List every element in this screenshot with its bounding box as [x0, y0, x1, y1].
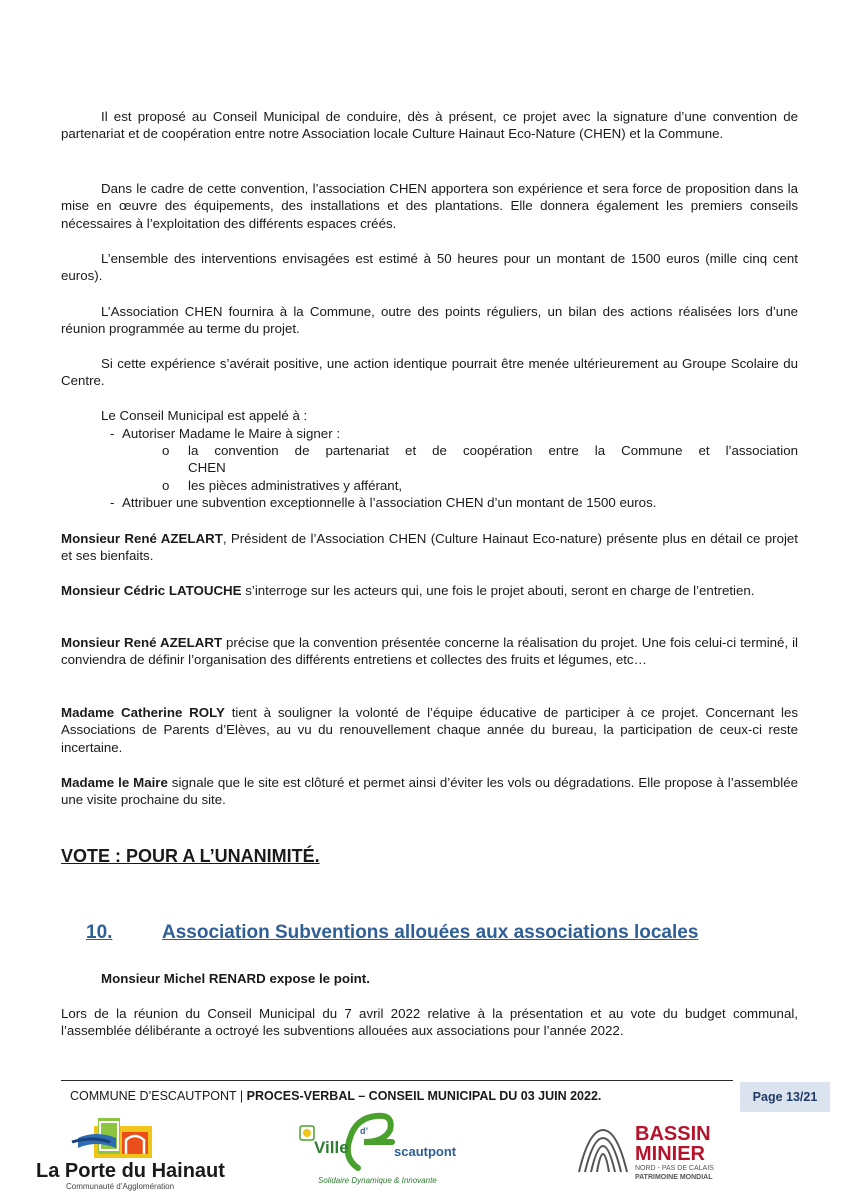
intervention-roly — [61, 704, 798, 756]
speaker-name: Madame Catherine ROLY — [61, 705, 225, 720]
section-presenter: Monsieur Michel RENARD expose le point. — [101, 971, 370, 986]
ville-text: Ville — [314, 1138, 349, 1157]
bassin-minier-emblem-icon — [575, 1122, 631, 1178]
patrimoine-mondial-text: PATRIMOINE MONDIAL — [635, 1174, 713, 1181]
footer-divider — [61, 1080, 733, 1081]
intervention-text: signale que le site est clôturé et permet ainsi d’éviter les vols ou dégradations. Elle propose à l’assemblée une visite prochaine du site. — [61, 775, 798, 808]
paragraph-experience: Si cette expérience s’avérait positive, une action identique pourrait être menée ultérieurement au Groupe Scolaire du Centre. — [61, 356, 798, 389]
intervention-latouche — [61, 582, 798, 599]
bassin-minier-logo — [575, 1122, 715, 1186]
paragraph-chen-role: Dans le cadre de cette convention, l’association CHEN apportera son expérience et sera force de proposition dans la mise en œuvre des équipements, des installations et des plantations. Elle donnera également les premiers conseils nécessaires à l’exploitation des différents espaces créés. — [61, 181, 798, 231]
porte-du-hainaut-subtitle: Communauté d’Agglomération — [66, 1182, 175, 1191]
speaker-name: Madame le Maire — [61, 775, 168, 790]
intervention-text: s’interroge sur les acteurs qui, une fois le projet abouti, seront en charge de l’entretien. — [241, 583, 755, 598]
speaker-name: Monsieur René AZELART — [61, 635, 223, 650]
section-number: 10. — [86, 922, 113, 943]
footer-title: PROCES-VERBAL – CONSEIL MUNICIPAL DU 03 JUIN 2022. — [246, 1089, 602, 1103]
bassin-text: BASSIN — [635, 1123, 711, 1145]
paragraph-convention: Il est proposé au Conseil Municipal de conduire, dès à présent, ce projet avec la signature d’une convention de partenariat et de coopération entre notre Association locale Culture Hainaut Eco-Nature (CHEN) et la Commune. — [61, 109, 798, 142]
porte-du-hainaut-logo — [36, 1112, 225, 1192]
list-dash: - — [110, 495, 115, 510]
footer-line — [70, 1089, 601, 1103]
paragraph-report: L’Association CHEN fournira à la Commune, outre des points réguliers, un bilan des actions réalisées lors d’une réunion programmée au terme du projet. — [61, 304, 798, 337]
speaker-name: Monsieur René AZELART — [61, 531, 223, 546]
intervention-azelart-2 — [61, 634, 798, 669]
ville-d-text: d’ — [360, 1126, 368, 1136]
footer-commune: COMMUNE D’ESCAUTPONT — [70, 1089, 237, 1103]
list-sub-convention-cont: CHEN — [188, 460, 226, 475]
ville-escautpont-logo — [298, 1112, 457, 1192]
ville-tagline: Solidaire Dynamique & Innovante — [318, 1176, 437, 1185]
list-bullet: o — [162, 478, 170, 493]
paragraph-estimate: L’ensemble des interventions envisagées est estimé à 50 heures pour un montant de 1500 euros (mille cinq cent euros). — [61, 251, 798, 284]
speaker-name: Monsieur Cédric LATOUCHE — [61, 583, 242, 598]
escautpont-text: scautpont — [394, 1144, 457, 1159]
intervention-azelart-1 — [61, 530, 798, 565]
page-number-badge: Page 13/21 — [740, 1082, 830, 1112]
porte-du-hainaut-emblem-icon — [36, 1112, 211, 1164]
section-title: Association Subventions allouées aux associations locales — [162, 922, 699, 943]
minier-text: MINIER — [635, 1143, 705, 1165]
list-item-subsidy: Attribuer une subvention exceptionnelle à l’association CHEN d’un montant de 1500 euros. — [122, 495, 657, 510]
vote-result: VOTE : POUR A L’UNANIMITÉ. — [61, 846, 320, 866]
nord-pas-de-calais-text: NORD - PAS DE CALAIS — [635, 1165, 714, 1172]
list-intro: Le Conseil Municipal est appelé à : — [101, 408, 308, 423]
list-dash: - — [110, 426, 115, 441]
porte-du-hainaut-name: La Porte du Hainaut — [36, 1160, 225, 1182]
list-item-authorise: Autoriser Madame le Maire à signer : — [122, 426, 341, 441]
intervention-text: tient à souligner la volonté de l’équipe éducative de participer à ce projet. Concernant les Associations de Parents d’Elèves, au vu du renouvellement chaque année du bureau, la participation de ceux-ci reste incertaine. — [61, 705, 799, 755]
intervention-maire — [61, 774, 798, 809]
list-sub-convention: la convention de partenariat et de coopération entre la Commune et l’association — [188, 443, 798, 458]
section-text: Lors de la réunion du Conseil Municipal du 7 avril 2022 relative à la présentation et au vote du budget communal, l’assemblée délibérante a octroyé les subventions allouées aux associations pour l’année 2022. — [61, 1006, 798, 1039]
list-sub-documents: les pièces administratives y afférant, — [188, 478, 403, 493]
footer-separator: | — [236, 1089, 247, 1103]
intervention-text: , Président de l’Association CHEN (Culture Hainaut Eco-nature) présente plus en détail ce projet et ses bienfaits. — [61, 531, 799, 564]
intervention-text: précise que la convention présentée concerne la réalisation du projet. Une fois celui-ci terminé, il conviendra de définir l’organisation des différents entretiens et collectes des fruits et légumes, etc… — [61, 635, 799, 668]
list-bullet: o — [162, 443, 170, 458]
